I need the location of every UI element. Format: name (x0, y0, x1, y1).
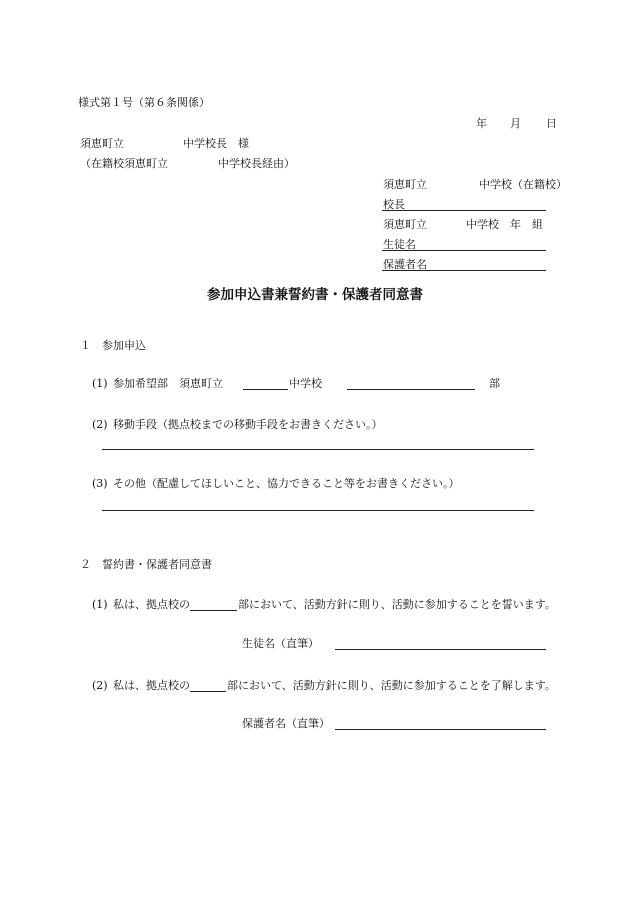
sender-school-town: 須恵町立 (383, 178, 427, 191)
s2-item1-number: (1) (92, 598, 108, 611)
student-name-underline (382, 250, 546, 251)
addressee-town: 須恵町立 (80, 137, 124, 150)
s2-student-sign-line (335, 649, 546, 650)
s1-item3-label: その他（配慮してほしいこと、協力できること等をお書きください。） (113, 477, 460, 490)
addressee-via-suffix: 中学校長経由） (218, 157, 295, 170)
s2-student-sign-label: 生徒名（直筆） (242, 637, 319, 650)
s2-item1-text-b: 部において、活動方針に則り、活動に参加することを誓います。 (238, 598, 556, 611)
principal-underline (382, 210, 546, 211)
date-year-label: 年 (476, 117, 487, 130)
s2-item1-club-blank (190, 610, 237, 611)
s2-guardian-sign-label: 保護者名（直筆） (242, 717, 330, 730)
s1-item1-label: 参加希望部 須恵町立 (113, 377, 223, 390)
section1-heading: １ 参加申込 (80, 339, 146, 352)
date-month-label: 月 (510, 117, 521, 130)
sender-school-suffix: 中学校（在籍校） (479, 178, 567, 191)
s2-item2-text-a: 私は、拠点校の (113, 679, 190, 692)
section2-heading: ２ 誓約書・保護者同意書 (80, 558, 212, 571)
s1-item2-number: (2) (92, 418, 108, 431)
s1-item3-answer-line (102, 510, 534, 511)
student-school-town: 須恵町立 (383, 218, 427, 231)
s1-item2-label: 移動手段（拠点校までの移動手段をお書きください。） (113, 418, 383, 431)
date-day-label: 日 (546, 117, 557, 130)
guardian-name-label: 保護者名 (383, 258, 427, 271)
s2-item1-text-a: 私は、拠点校の (113, 598, 190, 611)
guardian-name-underline (382, 270, 546, 271)
s1-item2-answer-line (102, 449, 534, 450)
s2-item2-number: (2) (92, 679, 108, 692)
student-name-label: 生徒名 (383, 238, 416, 251)
s1-item1-club-suffix: 部 (489, 377, 500, 390)
form-number: 様式第１号（第６条関係） (78, 96, 210, 109)
addressee-via-prefix: （在籍校須恵町立 (80, 157, 168, 170)
principal-label: 校長 (383, 198, 405, 211)
s2-item2-club-blank (190, 691, 226, 692)
s2-item2-text-b: 部において、活動方針に則り、活動に参加することを了解します。 (227, 679, 556, 692)
s1-item1-school-suffix: 中学校 (289, 377, 322, 390)
s1-item1-number: (1) (92, 377, 108, 390)
s1-item1-club-blank (347, 389, 475, 390)
s1-item1-school-blank (243, 389, 288, 390)
student-school-suffix: 中学校 年 組 (466, 218, 543, 231)
document-title: 参加申込書兼誓約書・保護者同意書 (207, 287, 423, 303)
addressee-principal: 中学校長 様 (183, 137, 249, 150)
s1-item3-number: (3) (92, 477, 108, 490)
s2-guardian-sign-line (335, 729, 546, 730)
